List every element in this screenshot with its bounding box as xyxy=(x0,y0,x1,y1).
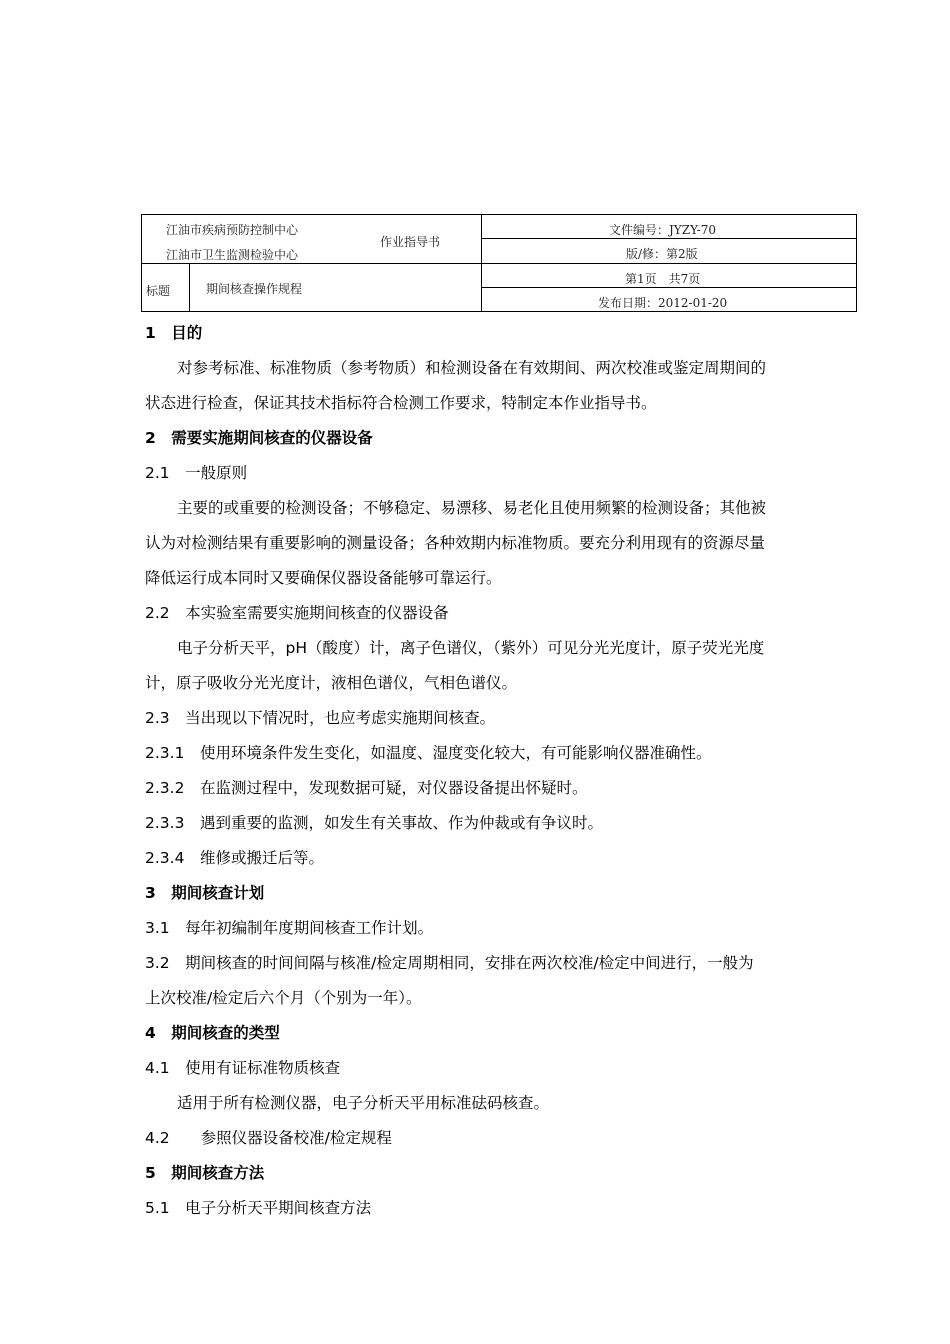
doc-type: 作业指导书 xyxy=(380,235,441,249)
header-right-divider-2 xyxy=(481,287,856,288)
list-item: 3.2 期间核查的时间间隔与核准/检定周期相同，安排在两次校准/检定中间进行，一般为 xyxy=(145,954,754,972)
header-col-divider xyxy=(481,215,482,311)
list-item: 3.1 每年初编制年度期间核查工作计划。 xyxy=(145,919,434,937)
header-title-label-divider xyxy=(189,263,190,311)
section-heading-2: 2 需要实施期间核查的仪器设备 xyxy=(145,429,373,447)
version: 版/修：第2版 xyxy=(626,247,698,261)
section-heading-5: 5 期间核查方法 xyxy=(145,1164,265,1182)
header-row-divider xyxy=(142,263,856,264)
header-right-divider-1 xyxy=(481,238,856,239)
section-heading-3: 3 期间核查计划 xyxy=(145,884,265,902)
issue-date: 发布日期：2012-01-20 xyxy=(598,296,728,310)
subsection-heading: 4.1 使用有证标准物质核查 xyxy=(145,1059,341,1077)
paragraph-line: 主要的或重要的检测设备；不够稳定、易漂移、易老化且使用频繁的检测设备；其他被 xyxy=(177,499,767,517)
header-table xyxy=(141,214,857,312)
subsection-heading: 2.1 一般原则 xyxy=(145,464,248,482)
list-item: 2.3.2 在监测过程中，发现数据可疑，对仪器设备提出怀疑时。 xyxy=(145,779,588,797)
file-number: 文件编号：JYZY-70 xyxy=(609,223,716,237)
subsection-heading: 2.3 当出现以下情况时，也应考虑实施期间核查。 xyxy=(145,709,496,727)
paragraph-line: 对参考标准、标准物质（参考物质）和检测设备在有效期间、两次校准或鉴定周期间的 xyxy=(177,359,767,377)
paragraph-line: 适用于所有检测仪器，电子分析天平用标准砝码核查。 xyxy=(177,1094,550,1112)
title-label: 标题 xyxy=(146,284,171,298)
paragraph-line: 计，原子吸收分光光度计，液相色谱仪，气相色谱仪。 xyxy=(145,674,518,692)
list-item: 2.3.4 维修或搬迁后等。 xyxy=(145,849,324,867)
list-item: 2.3.3 遇到重要的监测，如发生有关事故、作为仲裁或有争议时。 xyxy=(145,814,603,832)
paragraph-line: 降低运行成本同时又要确保仪器设备能够可靠运行。 xyxy=(145,569,502,587)
subsection-heading: 2.2 本实验室需要实施期间核查的仪器设备 xyxy=(145,604,449,622)
paragraph-line: 电子分析天平，pH（酸度）计，离子色谱仪，（紫外）可见分光光度计，原子荧光光度 xyxy=(177,639,765,657)
paragraph-line: 状态进行检查，保证其技术指标符合检测工作要求，特制定本作业指导书。 xyxy=(145,394,657,412)
section-heading-4: 4 期间核查的类型 xyxy=(145,1024,280,1042)
org-name-1: 江油市疾病预防控制中心 xyxy=(166,223,299,237)
paragraph-line: 认为对检测结果有重要影响的测量设备；各种效期内标准物质。要充分利用现有的资源尽量 xyxy=(145,534,766,552)
paragraph-line: 上次校准/检定后六个月（个别为一年）。 xyxy=(145,989,422,1007)
section-heading-1: 1 目的 xyxy=(145,324,203,342)
page-info: 第1页 共7页 xyxy=(625,272,701,286)
org-name-2: 江油市卫生监测检验中心 xyxy=(166,248,299,262)
subsection-heading: 5.1 电子分析天平期间核查方法 xyxy=(145,1199,372,1217)
list-item: 2.3.1 使用环境条件发生变化，如温度、湿度变化较大，有可能影响仪器准确性。 xyxy=(145,744,712,762)
title-value: 期间核查操作规程 xyxy=(206,282,303,296)
subsection-heading: 4.2 参照仪器设备校准/检定规程 xyxy=(145,1129,392,1147)
